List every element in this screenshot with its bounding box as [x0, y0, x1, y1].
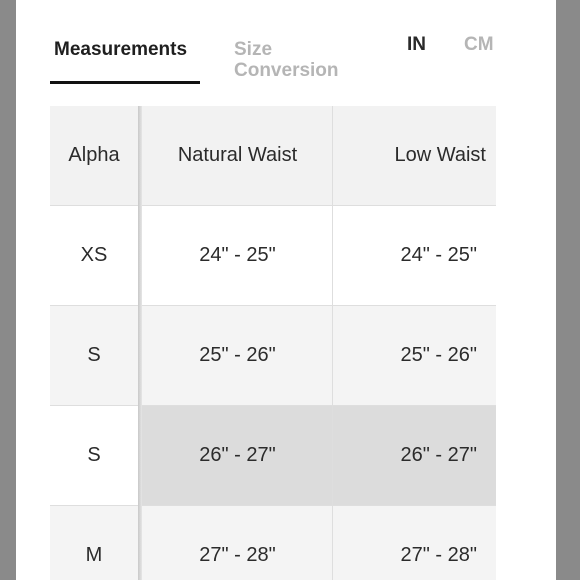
- row-divider: [50, 405, 496, 406]
- table-cell-natural-waist: 26" - 27": [142, 406, 333, 505]
- table-cell-low-waist: 26" - 27": [333, 406, 496, 505]
- table-cell-alpha: M: [50, 506, 138, 580]
- tab-measurements[interactable]: Measurements: [54, 39, 188, 60]
- row-divider: [50, 205, 496, 206]
- table-cell-alpha: S: [50, 406, 138, 505]
- frame-right: [556, 0, 580, 580]
- column-divider: [332, 106, 333, 580]
- row-divider: [50, 305, 496, 306]
- table-cell-low-waist: 27" - 28": [333, 506, 496, 580]
- table-cell-natural-waist: 27" - 28": [142, 506, 333, 580]
- table-cell-natural-waist: 24" - 25": [142, 206, 333, 305]
- size-chart-panel: [16, 0, 556, 580]
- unit-toggle-in[interactable]: IN: [407, 34, 426, 55]
- frame-left: [0, 0, 16, 580]
- row-divider: [50, 505, 496, 506]
- sticky-column-shadow: [138, 106, 142, 580]
- header-alpha: Alpha: [50, 106, 138, 205]
- active-tab-indicator: [50, 81, 200, 84]
- table-cell-low-waist: 24" - 25": [333, 206, 496, 305]
- size-table: [50, 106, 496, 580]
- header-natural-waist: Natural Waist: [142, 106, 333, 205]
- table-cell-alpha: S: [50, 306, 138, 405]
- table-cell-low-waist: 25" - 26": [333, 306, 496, 405]
- tab-size-conversion[interactable]: Size Conversion: [234, 39, 339, 81]
- unit-toggle-cm[interactable]: CM: [464, 34, 494, 55]
- table-cell-natural-waist: 25" - 26": [142, 306, 333, 405]
- table-cell-alpha: XS: [50, 206, 138, 305]
- header-low-waist: Low Waist: [333, 106, 496, 205]
